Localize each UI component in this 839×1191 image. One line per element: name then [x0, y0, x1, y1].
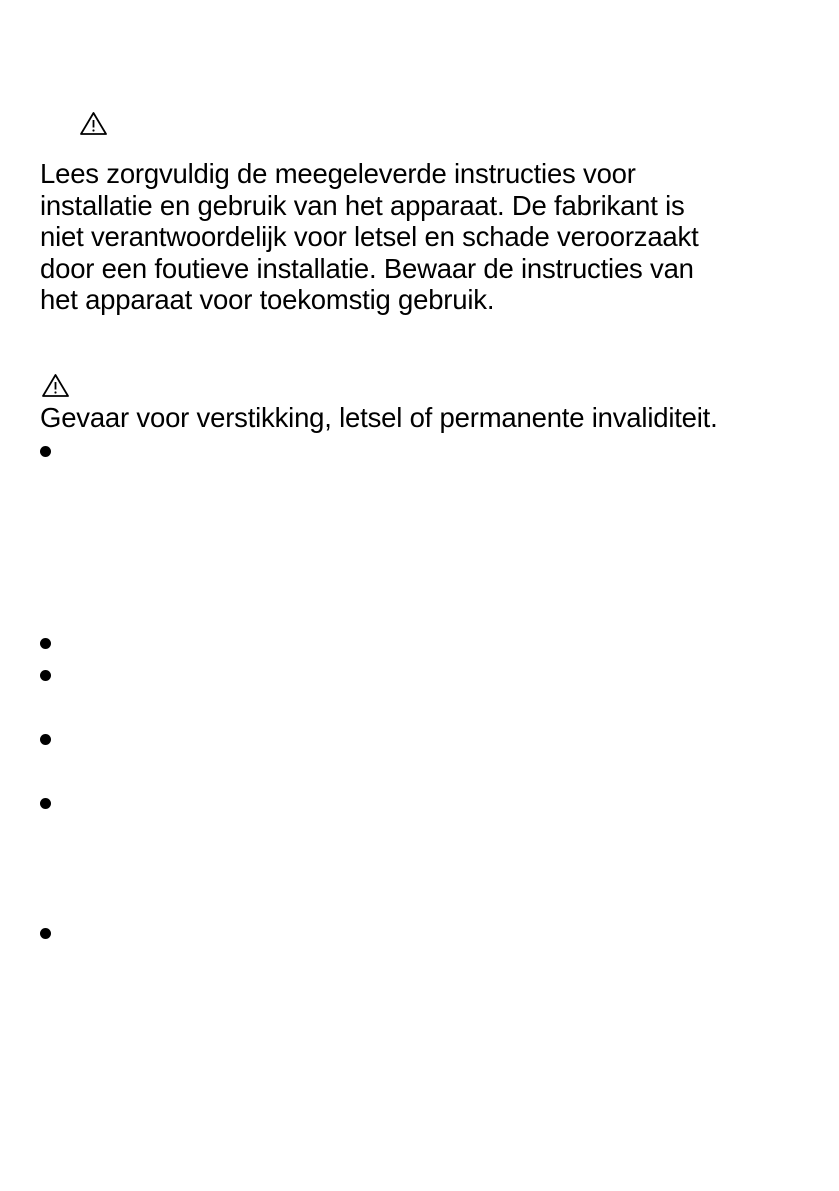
- bullet-point: [40, 446, 51, 457]
- bullet-point: [40, 734, 51, 745]
- bullet-point: [40, 928, 51, 939]
- bullet-point: [40, 638, 51, 649]
- warning-triangle-icon: [79, 111, 108, 136]
- hazard-statement: Gevaar voor verstikking, letsel of permanente invaliditeit.: [40, 402, 718, 433]
- bullet-point: [40, 798, 51, 809]
- bullet-point: [40, 670, 51, 681]
- intro-paragraph: Lees zorgvuldig de meegeleverde instructies voor installatie en gebruik van het apparaat. De fabrikant is niet verantwoordelijk voor letsel en schade veroorzaakt door een foutieve installatie. Bewaar de instructies van het apparaat voor toekomstig gebruik.: [40, 158, 699, 315]
- warning-triangle-icon: [41, 373, 70, 398]
